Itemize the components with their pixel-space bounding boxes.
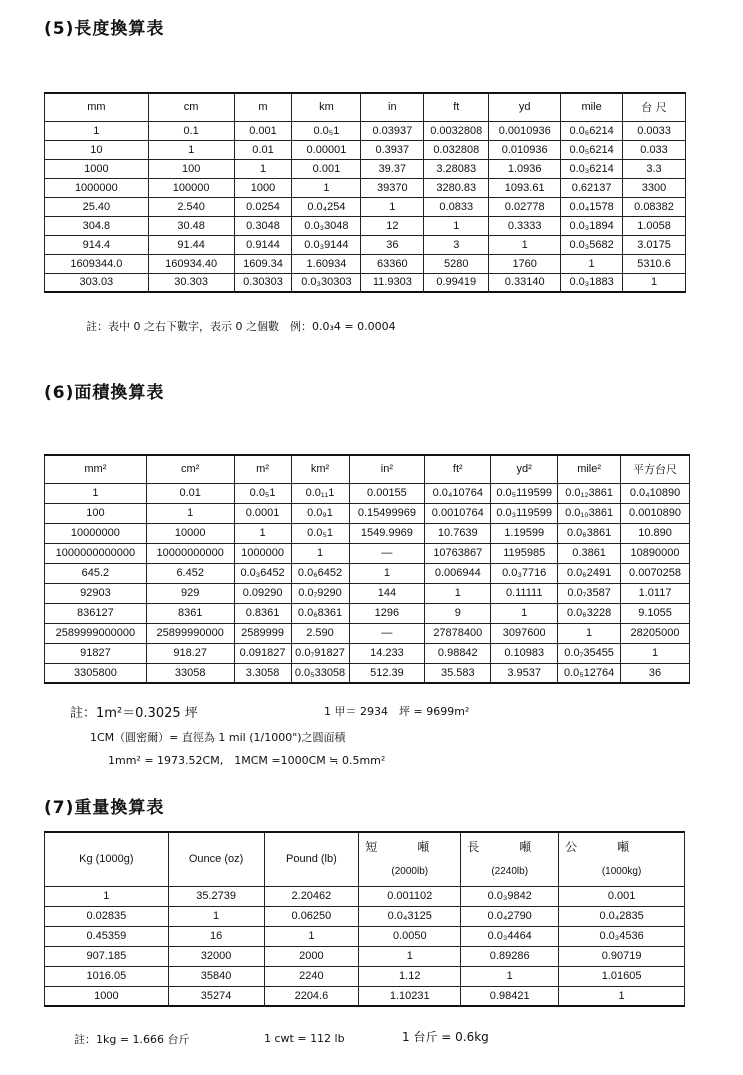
table-cell: 1 — [359, 946, 461, 966]
table-row — [45, 966, 685, 986]
table-cell: 1 — [168, 906, 264, 926]
ton-column-header — [559, 832, 685, 886]
table-cell: 3.3 — [623, 159, 686, 178]
table-row — [45, 273, 686, 292]
table-cell: 0.0₇3587 — [558, 583, 621, 603]
table-cell: 1 — [264, 926, 359, 946]
column-header: ft² — [425, 455, 491, 483]
table-cell: 0.0₅1 — [292, 121, 361, 140]
table-cell: 1 — [424, 216, 489, 235]
area-note-mcm: 1mm² = 1973.52CM, 1MCM =1000CM ≒ 0.5mm² — [108, 754, 386, 767]
table-cell: 1000 — [45, 159, 149, 178]
table-cell: 36 — [621, 663, 690, 683]
table-cell: 1 — [234, 523, 291, 543]
table-cell: 100000 — [148, 178, 234, 197]
table-cell: 0.01 — [234, 140, 292, 159]
table-cell: 907.185 — [45, 946, 169, 966]
table-cell: 0.0₆6214 — [561, 121, 623, 140]
table-cell: 1093.61 — [489, 178, 561, 197]
table-cell: 100 — [148, 159, 234, 178]
column-header: m — [234, 93, 292, 121]
table-row — [45, 583, 690, 603]
table-row — [45, 178, 686, 197]
ton-unit-label: 公 噸 — [565, 840, 644, 855]
table-cell: 0.9144 — [234, 235, 292, 254]
table-cell: 1 — [491, 603, 558, 623]
table-cell: 836127 — [45, 603, 147, 623]
table-cell: 0.01 — [146, 483, 234, 503]
column-header: Pound (lb) — [264, 832, 359, 886]
table-cell: 36 — [361, 235, 424, 254]
table-cell: 5280 — [424, 254, 489, 273]
header-row — [45, 832, 685, 886]
table-cell: 27878400 — [425, 623, 491, 643]
table-cell: 1 — [623, 273, 686, 292]
table-cell: 0.0₄254 — [292, 197, 361, 216]
table-cell: 1 — [45, 886, 169, 906]
table-cell: 0.010936 — [489, 140, 561, 159]
table-cell: 0.0₁₁1 — [291, 483, 349, 503]
table-cell: 12 — [361, 216, 424, 235]
table-row — [45, 503, 690, 523]
table-cell: 10763867 — [425, 543, 491, 563]
table-cell: 0.0₃6214 — [561, 159, 623, 178]
column-header: Ounce (oz) — [168, 832, 264, 886]
table-cell: 1000000000000 — [45, 543, 147, 563]
area-section-title: (6)面積換算表 — [44, 383, 165, 403]
table-cell: 0.091827 — [234, 643, 291, 663]
table-cell: 2.590 — [291, 623, 349, 643]
table-cell: 1000 — [234, 178, 292, 197]
table-cell: 1000000 — [234, 543, 291, 563]
table-cell: 35.583 — [425, 663, 491, 683]
table-cell: 10000000 — [45, 523, 147, 543]
table-cell: 1 — [559, 986, 685, 1006]
table-row — [45, 986, 685, 1006]
column-header: in² — [349, 455, 425, 483]
table-cell: 1195985 — [491, 543, 558, 563]
table-row — [45, 523, 690, 543]
table-cell: 6.452 — [146, 563, 234, 583]
table-cell: 10 — [45, 140, 149, 159]
table-cell: 2.540 — [148, 197, 234, 216]
table-cell: 1 — [146, 503, 234, 523]
ton-column-header — [359, 832, 461, 886]
table-cell: 91827 — [45, 643, 147, 663]
table-cell: 3300 — [623, 178, 686, 197]
table-cell: 2589999 — [234, 623, 291, 643]
table-cell: 0.0₃1894 — [561, 216, 623, 235]
table-cell: 3097600 — [491, 623, 558, 643]
table-cell: 0.0₃9842 — [461, 886, 559, 906]
table-cell: 1.0117 — [621, 583, 690, 603]
table-cell: 304.8 — [45, 216, 149, 235]
table-row — [45, 159, 686, 178]
table-row — [45, 946, 685, 966]
area-note-ping: 註：1m²＝0.3025 坪 — [70, 706, 198, 721]
table-cell: 32000 — [168, 946, 264, 966]
table-cell: 33058 — [146, 663, 234, 683]
table-cell: 1609.34 — [234, 254, 292, 273]
weight-note-taijin: 1 台斤 = 0.6kg — [402, 1030, 489, 1044]
table-cell: 0.0₅1 — [291, 523, 349, 543]
table-cell: 1.12 — [359, 966, 461, 986]
table-cell: 0.10983 — [491, 643, 558, 663]
table-cell: 91.44 — [148, 235, 234, 254]
table-cell: 3.0175 — [623, 235, 686, 254]
ton-unit-label: 長 噸 — [467, 840, 546, 855]
table-cell: 2000 — [264, 946, 359, 966]
table-cell: 25.40 — [45, 197, 149, 216]
table-cell: 0.0010890 — [621, 503, 690, 523]
table-cell: 1 — [292, 178, 361, 197]
table-row — [45, 543, 690, 563]
table-cell: 0.0₃4464 — [461, 926, 559, 946]
table-cell: 0.0032808 — [424, 121, 489, 140]
table-cell: 3.3058 — [234, 663, 291, 683]
table-cell: 0.0₃9144 — [292, 235, 361, 254]
table-cell: 1549.9969 — [349, 523, 425, 543]
table-row — [45, 623, 690, 643]
column-header: mm² — [45, 455, 147, 483]
table-cell: 0.001 — [559, 886, 685, 906]
table-cell: 0.0₁₀3861 — [558, 503, 621, 523]
table-cell: 3.9537 — [491, 663, 558, 683]
table-cell: 0.0₄2790 — [461, 906, 559, 926]
column-header: Kg (1000g) — [45, 832, 169, 886]
table-cell: 9 — [425, 603, 491, 623]
table-cell: 0.90719 — [559, 946, 685, 966]
column-header: m² — [234, 455, 291, 483]
table-cell: 100 — [45, 503, 147, 523]
table-cell: 10.890 — [621, 523, 690, 543]
column-header: km — [292, 93, 361, 121]
column-header: mile² — [558, 455, 621, 483]
column-header: yd² — [491, 455, 558, 483]
table-cell: 144 — [349, 583, 425, 603]
table-cell: 28205000 — [621, 623, 690, 643]
table-cell: 0.0070258 — [621, 563, 690, 583]
table-row — [45, 254, 686, 273]
table-cell: 92903 — [45, 583, 147, 603]
table-cell: 0.0₃6452 — [234, 563, 291, 583]
table-cell: 0.0₆3861 — [558, 523, 621, 543]
table-cell: 11.9303 — [361, 273, 424, 292]
table-cell: 1 — [148, 140, 234, 159]
area-note-jia: 1 甲＝ 2934 坪 = 9699m² — [324, 705, 470, 718]
table-cell: 0.0050 — [359, 926, 461, 946]
table-cell: 1.19599 — [491, 523, 558, 543]
table-row — [45, 643, 690, 663]
table-cell: 1.01605 — [559, 966, 685, 986]
table-cell: 929 — [146, 583, 234, 603]
length-conversion-table — [44, 92, 686, 293]
table-row — [45, 926, 685, 946]
table-cell: 3280.83 — [424, 178, 489, 197]
table-cell: 0.0₅6214 — [561, 140, 623, 159]
table-cell: 0.001102 — [359, 886, 461, 906]
header-row — [45, 93, 686, 121]
table-cell: 0.0₄1578 — [561, 197, 623, 216]
table-cell: 1 — [461, 966, 559, 986]
table-cell: 30.48 — [148, 216, 234, 235]
table-cell: 0.3861 — [558, 543, 621, 563]
column-header: cm — [148, 93, 234, 121]
table-cell: 2204.6 — [264, 986, 359, 1006]
table-cell: 0.0₆2491 — [558, 563, 621, 583]
column-header: km² — [291, 455, 349, 483]
table-cell: 1000000 — [45, 178, 149, 197]
ton-unit-sub: (2000lb) — [391, 866, 429, 878]
table-cell: 1 — [291, 543, 349, 563]
table-cell: 63360 — [361, 254, 424, 273]
table-cell: 0.0₅1 — [234, 483, 291, 503]
table-cell: 1 — [349, 563, 425, 583]
column-header: ft — [424, 93, 489, 121]
column-header: mile — [561, 93, 623, 121]
table-cell: 35.2739 — [168, 886, 264, 906]
weight-note-cwt: 1 cwt = 112 lb — [264, 1032, 345, 1045]
table-cell: 1 — [558, 623, 621, 643]
table-cell: 1.10231 — [359, 986, 461, 1006]
table-cell: 0.0₃30303 — [292, 273, 361, 292]
table-row — [45, 663, 690, 683]
table-cell: 918.27 — [146, 643, 234, 663]
table-cell: 0.0₃3048 — [292, 216, 361, 235]
table-cell: 0.06250 — [264, 906, 359, 926]
table-cell: 0.00001 — [292, 140, 361, 159]
column-header: cm² — [146, 455, 234, 483]
table-cell: 10.7639 — [425, 523, 491, 543]
table-cell: 9.1055 — [621, 603, 690, 623]
table-cell: 645.2 — [45, 563, 147, 583]
column-header: mm — [45, 93, 149, 121]
weight-note-kg: 註：1kg = 1.666 台斤 — [74, 1033, 190, 1046]
table-cell: 0.001 — [234, 121, 292, 140]
table-cell: 5310.6 — [623, 254, 686, 273]
table-cell: 0.0₃119599 — [491, 503, 558, 523]
table-cell: 0.0₃5682 — [561, 235, 623, 254]
table-cell: 0.11111 — [491, 583, 558, 603]
table-cell: 0.0₉1 — [291, 503, 349, 523]
table-cell: 39370 — [361, 178, 424, 197]
table-row — [45, 140, 686, 159]
table-cell: 0.0₁₂3861 — [558, 483, 621, 503]
table-cell: 8361 — [146, 603, 234, 623]
table-cell: 0.0₇35455 — [558, 643, 621, 663]
table-cell: 0.0₃7716 — [491, 563, 558, 583]
table-cell: 0.99419 — [424, 273, 489, 292]
table-cell: 0.0033 — [623, 121, 686, 140]
table-cell: 0.0₄2835 — [559, 906, 685, 926]
table-row — [45, 906, 685, 926]
table-cell: 1296 — [349, 603, 425, 623]
table-cell: 0.032808 — [424, 140, 489, 159]
table-row — [45, 216, 686, 235]
length-section-title: (5)長度換算表 — [44, 19, 165, 39]
area-conversion-table — [44, 454, 690, 684]
table-cell: 0.98842 — [425, 643, 491, 663]
table-cell: 0.02778 — [489, 197, 561, 216]
ton-unit-sub: (1000kg) — [601, 866, 642, 878]
table-cell: 0.0₇91827 — [291, 643, 349, 663]
table-cell: 0.0833 — [424, 197, 489, 216]
table-cell: 512.39 — [349, 663, 425, 683]
table-cell: 0.09290 — [234, 583, 291, 603]
table-cell: 0.15499969 — [349, 503, 425, 523]
table-row — [45, 197, 686, 216]
table-cell: 0.3937 — [361, 140, 424, 159]
table-cell: 1 — [561, 254, 623, 273]
table-cell: 25899990000 — [146, 623, 234, 643]
table-cell: 0.02835 — [45, 906, 169, 926]
table-cell: 0.1 — [148, 121, 234, 140]
table-cell: 1 — [425, 583, 491, 603]
table-cell: 0.0010936 — [489, 121, 561, 140]
table-row — [45, 563, 690, 583]
table-cell: 0.8361 — [234, 603, 291, 623]
weight-section-title: (7)重量換算表 — [44, 798, 165, 818]
table-cell: 0.0₅33058 — [291, 663, 349, 683]
table-cell: 3.28083 — [424, 159, 489, 178]
area-note-circular-mil: 1CM（圓密爾）= 直徑為 1 mil (1/1000")之圓面積 — [90, 731, 346, 744]
table-row — [45, 235, 686, 254]
ton-unit-sub: (2240lb) — [491, 866, 529, 878]
table-cell: 1 — [45, 121, 149, 140]
weight-conversion-table — [44, 831, 685, 1007]
table-cell: 0.0001 — [234, 503, 291, 523]
table-cell: 0.0₆3228 — [558, 603, 621, 623]
table-cell: 1.0058 — [623, 216, 686, 235]
table-cell: 0.0254 — [234, 197, 292, 216]
table-cell: 10000 — [146, 523, 234, 543]
table-cell: 1 — [621, 643, 690, 663]
table-cell: 10890000 — [621, 543, 690, 563]
table-cell: 30.303 — [148, 273, 234, 292]
table-cell: 1 — [361, 197, 424, 216]
table-cell: 0.03937 — [361, 121, 424, 140]
table-cell: 0.08382 — [623, 197, 686, 216]
table-cell: 914.4 — [45, 235, 149, 254]
table-cell: 1609344.0 — [45, 254, 149, 273]
table-cell: 0.0₄10890 — [621, 483, 690, 503]
table-cell: 1 — [489, 235, 561, 254]
table-cell: 2.20462 — [264, 886, 359, 906]
table-cell: 3305800 — [45, 663, 147, 683]
table-cell: 1760 — [489, 254, 561, 273]
table-cell: 0.0₆8361 — [291, 603, 349, 623]
table-cell: 0.033 — [623, 140, 686, 159]
table-cell: — — [349, 543, 425, 563]
table-cell: 0.30303 — [234, 273, 292, 292]
table-cell: 16 — [168, 926, 264, 946]
table-cell: 35840 — [168, 966, 264, 986]
table-cell: 0.0₃4536 — [559, 926, 685, 946]
column-header: 台 尺 — [623, 93, 686, 121]
table-cell: 1016.05 — [45, 966, 169, 986]
table-cell: 14.233 — [349, 643, 425, 663]
table-row — [45, 886, 685, 906]
table-cell: 0.33140 — [489, 273, 561, 292]
table-cell: 0.3048 — [234, 216, 292, 235]
table-cell: 1000 — [45, 986, 169, 1006]
column-header: 平方台尺 — [621, 455, 690, 483]
column-header: yd — [489, 93, 561, 121]
table-cell: 0.45359 — [45, 926, 169, 946]
table-cell: 35274 — [168, 986, 264, 1006]
table-cell: 160934.40 — [148, 254, 234, 273]
table-cell: 0.62137 — [561, 178, 623, 197]
table-cell: 0.0₆6452 — [291, 563, 349, 583]
table-cell: 2240 — [264, 966, 359, 986]
table-cell: 0.98421 — [461, 986, 559, 1006]
table-cell: 0.006944 — [425, 563, 491, 583]
table-cell: 0.0₇9290 — [291, 583, 349, 603]
table-cell: 0.0₃1883 — [561, 273, 623, 292]
table-cell: — — [349, 623, 425, 643]
table-cell: 0.3333 — [489, 216, 561, 235]
table-cell: 3 — [424, 235, 489, 254]
table-row — [45, 603, 690, 623]
table-cell: 10000000000 — [146, 543, 234, 563]
table-cell: 303.03 — [45, 273, 149, 292]
table-cell: 39.37 — [361, 159, 424, 178]
table-cell: 0.00155 — [349, 483, 425, 503]
table-row — [45, 483, 690, 503]
header-row — [45, 455, 690, 483]
table-cell: 1 — [45, 483, 147, 503]
column-header: in — [361, 93, 424, 121]
table-cell: 2589999000000 — [45, 623, 147, 643]
table-cell: 0.0₅12764 — [558, 663, 621, 683]
table-cell: 0.0₄3125 — [359, 906, 461, 926]
table-cell: 0.89286 — [461, 946, 559, 966]
ton-unit-label: 短 噸 — [365, 840, 444, 855]
table-row — [45, 121, 686, 140]
length-note: 註：表中 0 之右下數字，表示 0 之個數 例：0.0₃4 = 0.0004 — [86, 320, 396, 333]
table-cell: 1.0936 — [489, 159, 561, 178]
table-cell: 1 — [234, 159, 292, 178]
table-cell: 1.60934 — [292, 254, 361, 273]
table-cell: 0.0010764 — [425, 503, 491, 523]
table-cell: 0.001 — [292, 159, 361, 178]
table-cell: 0.0₄10764 — [425, 483, 491, 503]
ton-column-header — [461, 832, 559, 886]
table-cell: 0.0₅119599 — [491, 483, 558, 503]
